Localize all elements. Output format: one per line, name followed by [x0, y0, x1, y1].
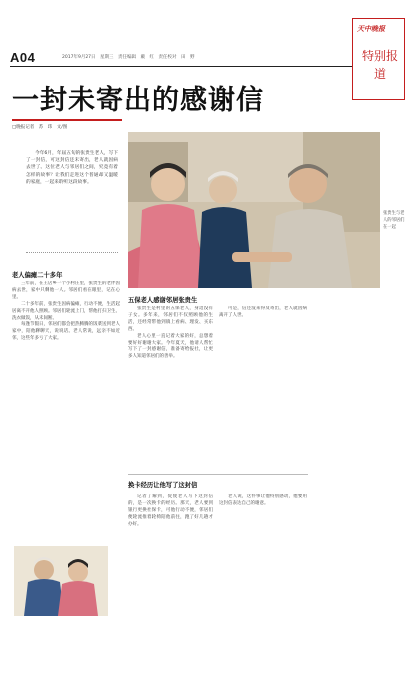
paragraph: 老人心里一直记着大家的好，总想着要好好谢谢大家。今年夏天，他请人帮忙写下了一封感谢信，准备寄给报社，让更多人知道邻居们的善举。 [128, 333, 213, 360]
photo-caption: 张贵生与老人的邻居们在一起 [383, 211, 405, 230]
page-number: A04 [10, 50, 36, 65]
section-1-body [12, 281, 120, 551]
section-2-body-a [128, 306, 213, 472]
brand-box [352, 18, 405, 100]
secondary-photo [14, 546, 108, 616]
secondary-photo-graphic [14, 546, 108, 616]
paragraph: 二十多年前，张贵生因病偏瘫，行动不便，生活起居离不开他人照顾。邻居们轮流上门，帮他打扫卫生、洗衣做饭，从未间断。 [12, 301, 120, 321]
main-photo-graphic [128, 132, 380, 288]
main-photo [128, 132, 380, 288]
paragraph: 老人说，这件事让他特别感动，他要用这封信表达自己的谢意。 [219, 494, 307, 506]
paragraph: 张贵生是村里的五保老人，身边没有子女。多年来，邻居们不仅照顾他的生活，还经常带他到镇上看病、理发、买东西。 [128, 306, 213, 332]
byline: □晚报记者 苏 玮 文/图 [12, 125, 68, 130]
section-title-3: 换卡经历让他写了这封信 [128, 482, 198, 489]
masthead [10, 48, 340, 66]
masthead-rule [10, 66, 405, 67]
column-title: 特别报道 [361, 49, 398, 81]
abstract-rule [26, 252, 118, 253]
headline-rule [12, 119, 122, 121]
paragraph: 三年前，在王店乡一个小村庄里，张贵生的老伴因病去世，家中只剩他一人。邻居们看在眼里，记在心里。 [12, 281, 120, 300]
section-title-1: 老人偏瘫二十多年 [12, 272, 63, 279]
headline: 一封未寄出的感谢信 [12, 85, 264, 116]
brand-name: 天中晚报 [357, 24, 385, 33]
abstract [26, 150, 118, 252]
paragraph: 可是，信还没来得及寄出，老人就因病离开了人世。 [219, 306, 307, 318]
paragraph: 每逢节假日，邻居们都会把热腾腾的饭菜送到老人家中，陪他聊聊天，说说话。老人常说，远亲不如近邻，这些年多亏了大家。 [12, 322, 120, 342]
section-title-2: 五保老人感谢邻居张贵生 [128, 297, 198, 304]
paragraph: 记者了解到，促使老人写下这封信的，是一次换卡的经历。那天，老人要到银行更换社保卡，可他行动不便，邻居们便轮流推着轮椅陪他前往，跑了好几趟才办好。 [128, 494, 213, 527]
issue-meta: 2017年9月27日 星期三 责任编辑 戴 红 责任校对 田 野 [62, 55, 195, 60]
section-divider [128, 474, 308, 475]
section-2-body-b [219, 306, 307, 472]
section-3-body-a [128, 494, 213, 656]
abstract-text: 今年6月，年届五旬的张贵生老人，写下了一封信，可这封信还未寄出，老人就因病去世了。这位老人与邻居们之间，究竟有着怎样的故事？让我们走进这个普通却又温暖的家庭，一起来聆听这段故事。 [26, 151, 118, 185]
section-3-body-b [219, 494, 307, 656]
